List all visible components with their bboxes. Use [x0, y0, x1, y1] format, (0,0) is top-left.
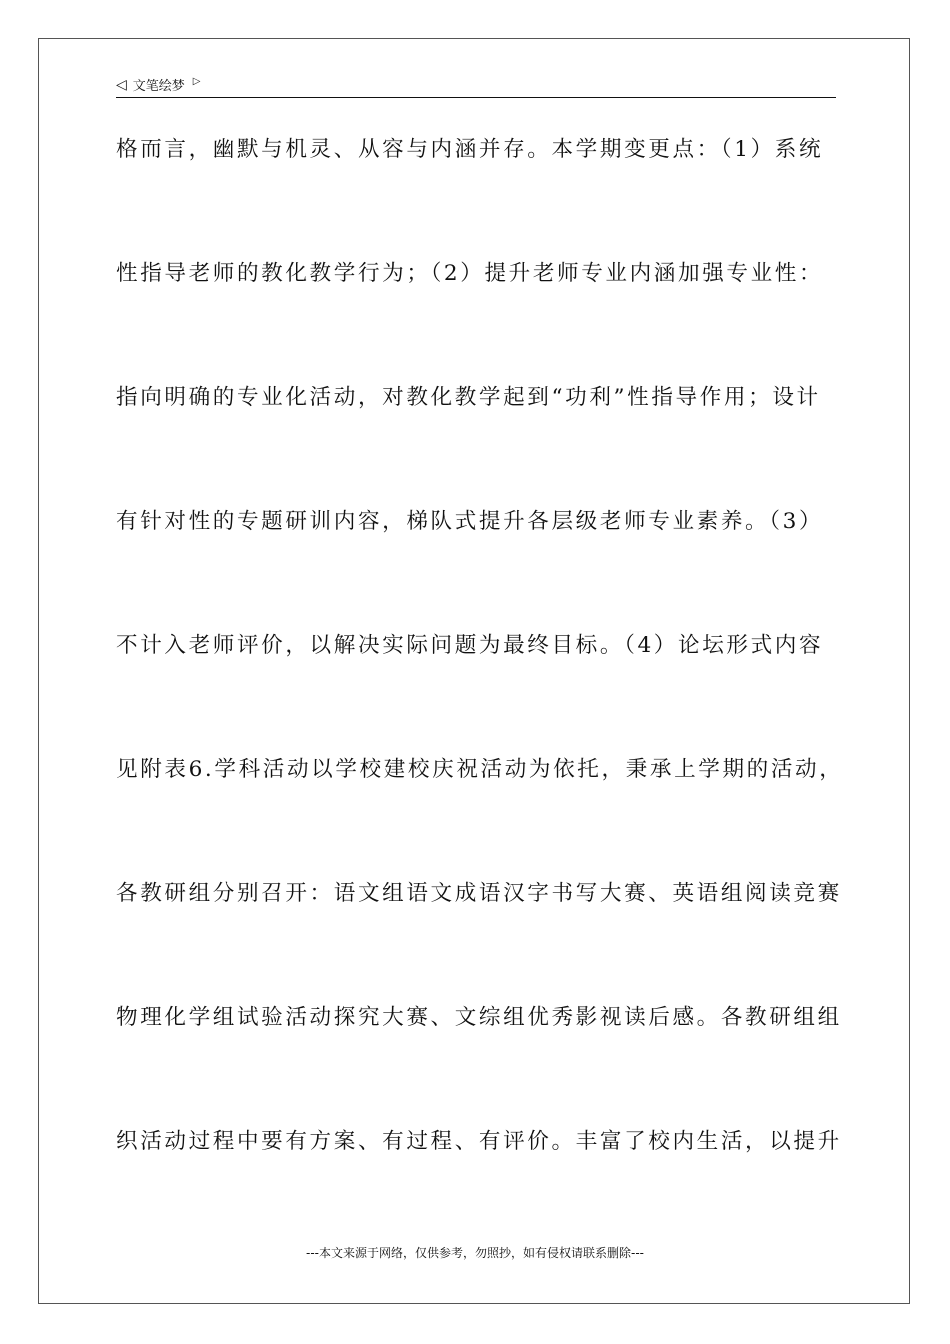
text-line: 有针对性的专题研训内容，梯队式提升各层级老师专业素养。（3） [116, 509, 824, 534]
right-triangle-icon: ▷ [192, 75, 201, 87]
text-line: 格而言，幽默与机灵、从容与内涵并存。本学期变更点：（1）系统 [116, 137, 824, 162]
footer-disclaimer: ---本文来源于网络，仅供参考，勿照抄，如有侵权请联系删除--- [306, 1246, 644, 1260]
text-line: 性指导老师的教化教学行为；（2）提升老师专业内涵加强专业性： [116, 261, 824, 286]
text-line: 物理化学组试验活动探究大赛、文综组优秀影视读后感。各教研组组 [116, 1005, 842, 1030]
header-title: 文笔绘梦 [132, 79, 185, 94]
text-line: 不计入老师评价，以解决实际问题为最终目标。（4）论坛形式内容 [116, 633, 824, 658]
text-line: 各教研组分别召开：语文组语文成语汉字书写大赛、英语组阅读竞赛 [116, 881, 842, 906]
text-line: 指向明确的专业化活动，对教化教学起到“功利”性指导作用；设计 [116, 385, 821, 410]
text-line: 织活动过程中要有方案、有过程、有评价。丰富了校内生活，以提升 [116, 1129, 842, 1154]
left-triangle-icon: ◁ [116, 76, 127, 93]
body-text [116, 130, 856, 1246]
text-line: 见附表6.学科活动以学校建校庆祝活动为依托，秉承上学期的活动， [116, 757, 844, 782]
page-header [116, 72, 836, 98]
